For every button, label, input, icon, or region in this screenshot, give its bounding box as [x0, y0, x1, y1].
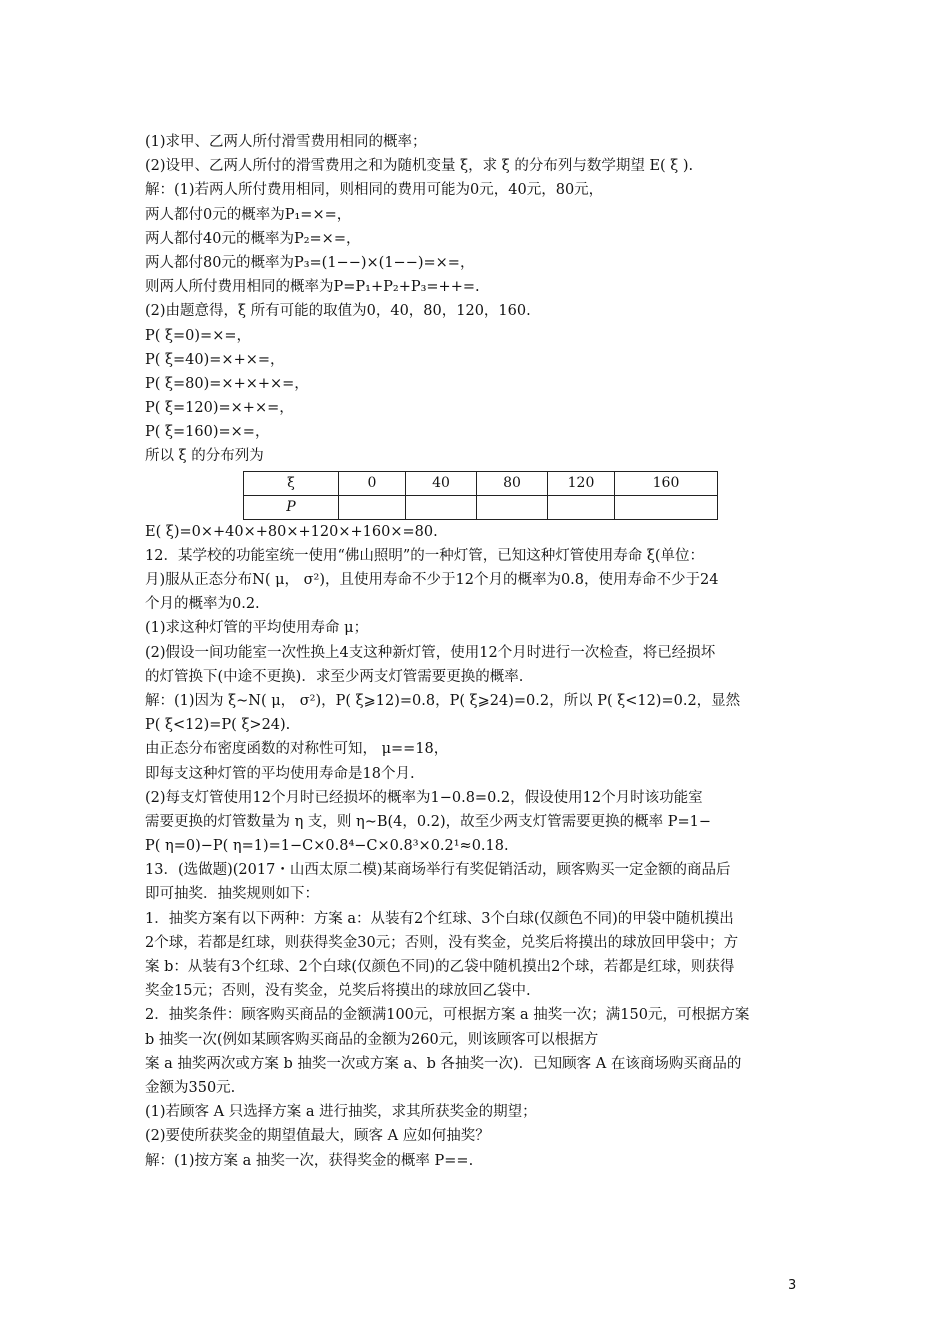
- text-line: P( ξ=0)=×=，: [145, 327, 251, 344]
- text-line: 两人都付40元的概率为P₂=×=，: [145, 230, 361, 247]
- text-line: P( η=0)−P( η=1)=1−C×0.8⁴−C×0.8³×0.2¹≈0.18.: [145, 838, 509, 855]
- table-cell: ξ: [244, 471, 339, 495]
- text-line: 解：(1)因为 ξ∼N( μ， σ²)，P( ξ⩾12)=0.8，P( ξ⩾24)=0.2，所以 P( ξ<12)=0.2，显然: [145, 692, 741, 709]
- text-line: P( ξ<12)=P( ξ>24).: [145, 717, 291, 734]
- table-cell: 80: [477, 471, 548, 495]
- table-cell-empty: [548, 495, 615, 519]
- text-line: 两人都付80元的概率为P₃=(1−−)×(1−−)=×=，: [145, 254, 475, 271]
- text-line: 金额为350元.: [145, 1079, 236, 1096]
- text-line: 案 b：从装有3个红球、2个白球(仅颜色不同)的乙袋中随机摸出2个球，若都是红球，则获得: [145, 959, 735, 975]
- text-line: 需要更换的灯管数量为 η 支，则 η∼B(4，0.2)，故至少两支灯管需要更换的概率 P=1−: [145, 813, 711, 830]
- text-line: 所以 ξ 的分布列为: [145, 448, 264, 465]
- text-line: 2个球，若都是红球，则获得奖金30元；否则，没有奖金，兑奖后将摸出的球放回甲袋中；方: [145, 934, 739, 951]
- table-row: [244, 495, 718, 519]
- text-line: (2)要使所获奖金的期望值最大，顾客 A 应如何抽奖？: [145, 1128, 490, 1145]
- text-line: 则两人所付费用相同的概率为P=P₁+P₂+P₃=++=.: [145, 279, 480, 296]
- text-line: 个月的概率为0.2.: [145, 596, 260, 613]
- text-line: P( ξ=120)=×+×=，: [145, 400, 294, 417]
- table-cell-empty: [339, 495, 406, 519]
- text-line: 即每支这种灯管的平均使用寿命是18个月.: [145, 765, 415, 782]
- text-line: 两人都付0元的概率为P₁=×=，: [145, 206, 352, 223]
- text-line: E( ξ)=0×+40×+80×+120×+160×=80.: [145, 523, 438, 540]
- text-line: 月)服从正态分布N( μ， σ²)，且使用寿命不少于12个月的概率为0.8，使用寿命不少于24: [145, 572, 719, 588]
- table-cell: 0: [339, 471, 406, 495]
- text-line: 解：(1)若两人所付费用相同，则相同的费用可能为0元，40元，80元，: [145, 182, 604, 199]
- solution-part-b: [145, 520, 810, 1173]
- text-line: (2)每支灯管使用12个月时已经损坏的概率为1−0.8=0.2，假设使用12个月时该功能室: [145, 789, 703, 806]
- solution-part-a: [145, 130, 810, 469]
- text-line: 12．某学校的功能室统一使用“佛山照明”的一种灯管，已知这种灯管使用寿命 ξ(单位：: [145, 547, 705, 564]
- table-cell-empty: [477, 495, 548, 519]
- text-line: 解：(1)按方案 a 抽奖一次，获得奖金的概率 P==.: [145, 1152, 474, 1169]
- text-line: 的灯管换下(中途不更换)．求至少两支灯管需要更换的概率.: [145, 668, 524, 685]
- text-line: (1)求甲、乙两人所付滑雪费用相同的概率；: [145, 134, 427, 150]
- table-cell: 120: [548, 471, 615, 495]
- text-line: (2)假设一间功能室一次性换上4支这种新灯管，使用12个月时进行一次检查，将已经损坏: [145, 644, 716, 661]
- text-line: P( ξ=80)=×+×+×=，: [145, 375, 309, 392]
- table-cell-empty: [406, 495, 477, 519]
- document-body: [145, 130, 810, 1173]
- text-line: P( ξ=160)=×=，: [145, 424, 270, 441]
- text-line: (1)求这种灯管的平均使用寿命 μ；: [145, 620, 369, 637]
- text-line: 13．(选做题)(2017・山西太原二模)某商场举行有奖促销活动，顾客购买一定金额的商品后: [145, 862, 731, 879]
- text-line: 由正态分布密度函数的对称性可知， μ==18，: [145, 741, 449, 758]
- text-line: 1．抽奖方案有以下两种：方案 a：从装有2个红球、3个白球(仅颜色不同)的甲袋中随机摸出: [145, 910, 734, 927]
- text-line: b 抽奖一次(例如某顾客购买商品的金额为260元，则该顾客可以根据方: [145, 1031, 599, 1048]
- text-line: 2．抽奖条件：顾客购买商品的金额满100元，可根据方案 a 抽奖一次；满150元，可根据方案: [145, 1007, 750, 1024]
- text-line: 即可抽奖．抽奖规则如下：: [145, 886, 319, 903]
- table-cell: 40: [406, 471, 477, 495]
- text-line: (1)若顾客 A 只选择方案 a 进行抽奖，求其所获奖金的期望；: [145, 1104, 537, 1121]
- text-line: (2)由题意得，ξ 所有可能的取值为0，40，80，120，160.: [145, 303, 531, 320]
- page-number: 3: [788, 1278, 797, 1293]
- text-line: 奖金15元；否则，没有奖金，兑奖后将摸出的球放回乙袋中.: [145, 983, 531, 1000]
- text-line: P( ξ=40)=×+×=，: [145, 351, 285, 368]
- text-line: 案 a 抽奖两次或方案 b 抽奖一次或方案 a、b 各抽奖一次)．已知顾客 A 在该商场购买商品的: [145, 1055, 742, 1072]
- table-cell: 160: [615, 471, 718, 495]
- table-cell-empty: [615, 495, 718, 519]
- table-row: [244, 471, 718, 495]
- table-cell: P: [244, 495, 339, 519]
- text-line: (2)设甲、乙两人所付的滑雪费用之和为随机变量 ξ，求 ξ 的分布列与数学期望 E( ξ ).: [145, 158, 694, 175]
- distribution-table: [243, 471, 718, 520]
